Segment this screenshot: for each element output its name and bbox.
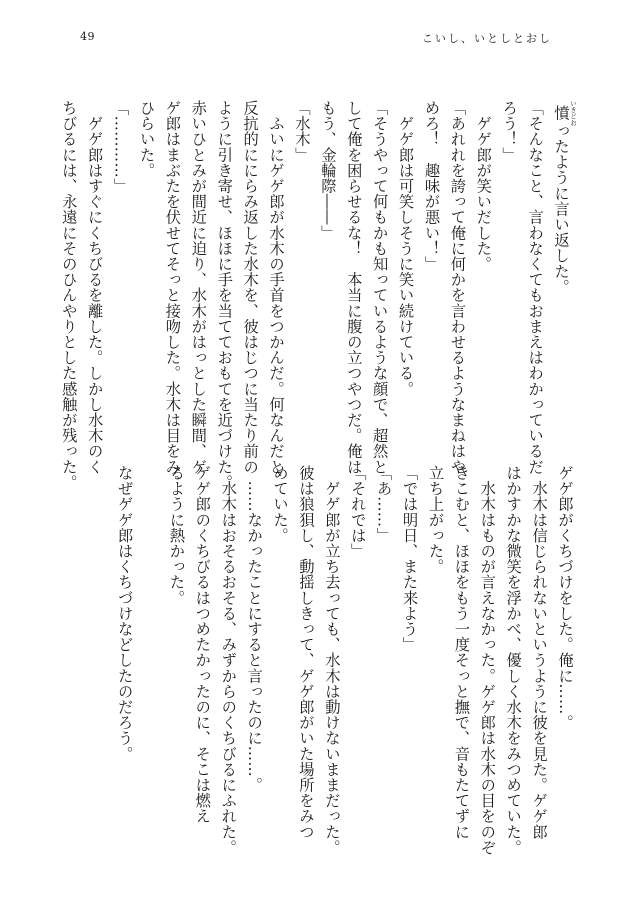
text-line: なぜゲゲ郎はくちづけなどしたのだろう。 [115,465,134,762]
text-line: 水木はものが言えなかった。ゲゲ郎は水木の目をのぞ [478,465,497,855]
text-line: ゲゲ郎が立ち去っても、水木は動けないままだった。 [322,465,341,855]
text-line: して俺を困らせるな！ 本当に腹の立つやつだ。俺は [344,100,363,475]
text-line: ゲゲ郎が笑いだした。 [474,100,493,272]
text-line: 「水木」 [292,100,311,163]
text-line: ひらいた。 [137,100,156,178]
blank-line [137,465,163,810]
text-line: 赤いひとみが間近に迫り、水木がはっとした瞬間、ゲ [189,100,208,475]
text-line: 反抗的ににらみ返した水木を、彼はじつに当たり前の [241,100,260,475]
ruby-reading: いきどお [569,100,577,126]
running-header-title: こいし、いとしとおし [422,32,552,45]
text-line: 「では明日、また来よう」 [400,465,419,653]
text-line: 水木は信じられないというように彼を見た。ゲゲ郎 [530,465,549,840]
text-line: ふいにゲゲ郎が水木の手首をつかんだ。何なんだと [267,100,286,475]
text-line: きこむと、ほほをもう一度そっと撫で、音もたてずに [452,465,471,840]
text-line: はかすかな微笑を浮かべ、優しく水木をみつめていた。 [504,465,523,855]
text-line: ちびるには、永遠にそのひんやりとした感触が残った。 [59,100,78,490]
text-line: 「あれれを誇って俺に何かを言わせるようなまねはや [448,100,467,475]
text-line: もう、金輪際――」 [318,100,337,241]
text-line: ……なかったことにすると言ったのに……。 [245,465,264,793]
text-line: ゲ郎はまぶたを伏せてそっと接吻した。水木は目をみ [163,100,182,475]
text-line: めていた。 [271,465,290,543]
ruby-base: 憤 [552,100,570,126]
text-line: ように引き寄せ、ほほに手を当てておもてを近づけた。 [215,100,234,490]
text-line: めろ！ 趣味が悪い！」 [422,100,441,272]
text-line: ゲゲ郎がくちづけをした。俺に……。 [556,465,574,731]
text-line: 「そうやって何もかも知っているような顔で、超然と [370,100,389,475]
text-line [547,100,577,445]
text-line: 「それでは」 [348,465,367,559]
text-line: 水木はおそるおそる、みずからのくちびるにふれた。 [219,465,238,855]
text-line: ゲゲ郎は可笑しそうに笑い続けている。 [396,100,415,397]
body-text-lower-block [111,465,577,855]
text-line: るように熱かった。 [167,465,186,606]
text-line: 立ち上がった。 [426,465,445,575]
text-line: 「あ……」 [374,465,393,543]
page-number: 49 [80,30,95,43]
text-line: 「そんなこと、言わなくてもおまえはわかっているだ [526,100,545,475]
ruby-annotation [552,100,577,126]
text-line: ろう！」 [500,100,519,163]
text-line-rest: ったように言い返した。 [552,122,570,295]
text-line: 彼は狼狽し、動揺しきって、ゲゲ郎がいた場所をみつ [296,465,315,840]
body-text-upper-block [55,100,577,490]
text-line: ゲゲ郎のくちびるはつめたかったのに、そこは燃え [193,465,212,824]
text-line: ゲゲ郎はすぐにくちびるを離した。しかし水木のく [85,100,104,475]
text-line: 「…………」 [111,100,130,194]
